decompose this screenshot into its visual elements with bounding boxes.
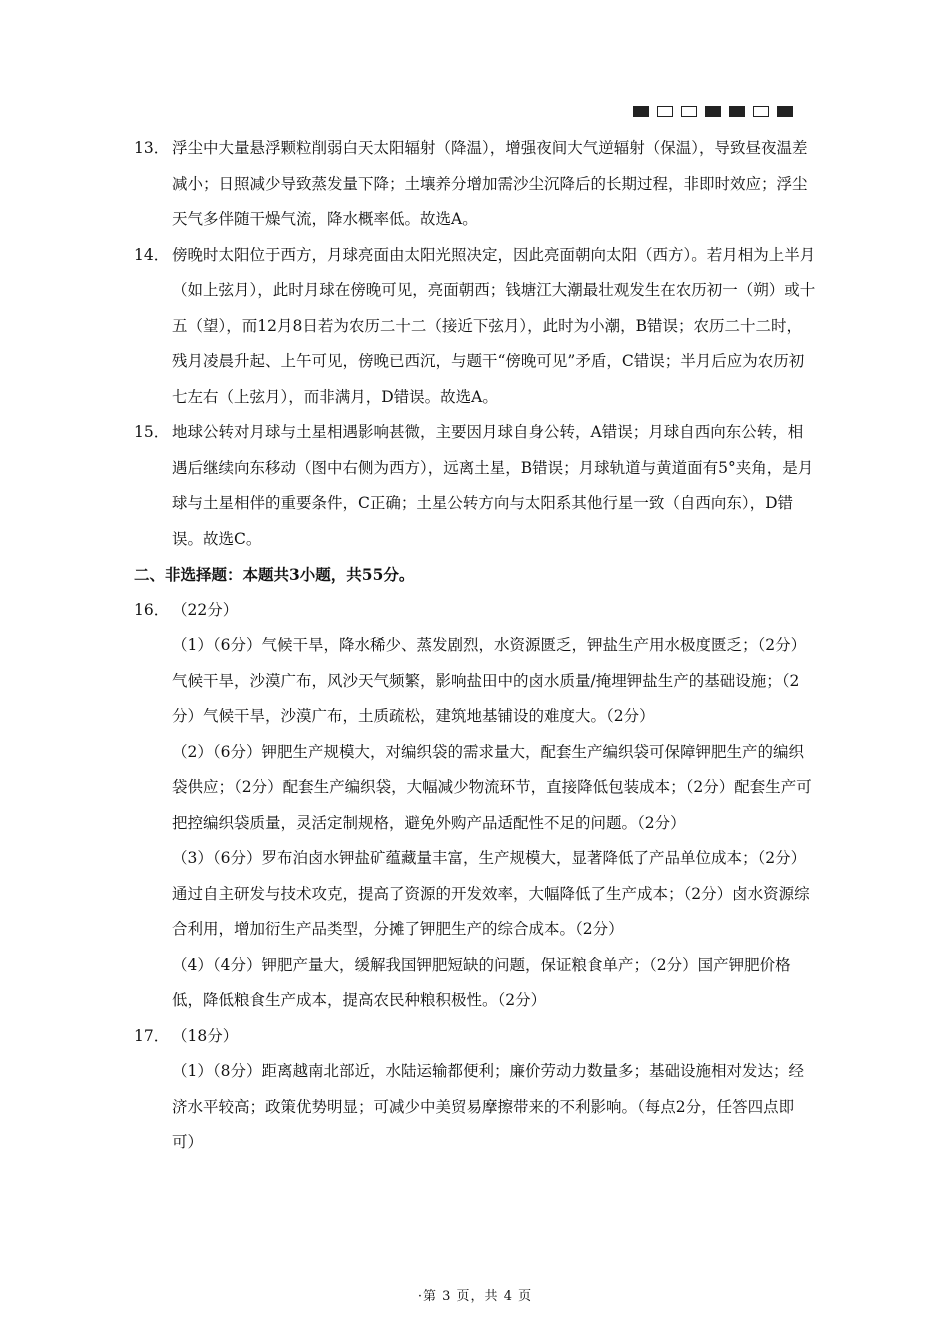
question-number: 15． — [134, 423, 170, 441]
question-number: 17． — [134, 1026, 170, 1045]
answer-part: （4）（4分）钾肥产量大，缓解我国钾肥短缺的问题，保证粮食单产；（2分）国产钾肥价格低，降低粮食生产成本，提高农民种粮积极性。（2分） — [172, 955, 791, 1009]
answer-part: （3）（6分）罗布泊卤水钾盐矿蕴藏量丰富，生产规模大，显著降低了产品单位成本；（2分）通过自主研发与技术攻克，提高了资源的开发效率，大幅降低了生产成本；（2分）卤水资源综合利用，增加衍生产品类型，分摊了钾肥生产的综合成本。（2分） — [172, 849, 810, 938]
decoration-square — [777, 106, 793, 117]
question-score: （22分） — [172, 600, 239, 619]
decoration-square — [729, 106, 745, 117]
answer-content — [134, 131, 817, 1161]
answer-13 — [134, 131, 817, 238]
answer-14 — [134, 238, 817, 416]
question-score: （18分） — [172, 1026, 239, 1045]
question-17 — [134, 1019, 817, 1055]
decoration-square — [705, 106, 721, 117]
answer-part: （1）（8分）距离越南北部近，水陆运输都便利；廉价劳动力数量多；基础设施相对发达；经济水平较高；政策优势明显；可减少中美贸易摩擦带来的不利影响。（每点2分，任答四点即可） — [172, 1062, 804, 1151]
answer-text: 地球公转对月球与土星相遇影响甚微，主要因月球自身公转，A错误；月球自西向东公转，相遇后继续向东移动（图中右侧为西方），远离土星，B错误；月球轨道与黄道面有5°夹角，是月球与土星相伴的重要条件，C正确；土星公转方向与太阳系其他行星一致（自西向东），D错误。故选C。 — [172, 423, 814, 548]
answer-text: 浮尘中大量悬浮颗粒削弱白天太阳辐射（降温），增强夜间大气逆辐射（保温），导致昼夜温差减小；日照减少导致蒸发量下降；土壤养分增加需沙尘沉降后的长期过程，非即时效应；浮尘天气多伴随干燥气流，降水概率低。故选A。 — [172, 139, 808, 228]
question-16 — [134, 593, 817, 629]
answer-text: 傍晚时太阳位于西方，月球亮面由太阳光照决定，因此亮面朝向太阳（西方）。若月相为上半月（如上弦月），此时月球在傍晚可见，亮面朝西；钱塘江大潮最壮观发生在农历初一（朔）或十五（望），而12月8日若为农历二十二（接近下弦月），此时为小潮，B错误；农历二十二时，残月凌晨升起、上午可见，傍晚已西沉，与题干“傍晚可见”矛盾，C错误；半月后应为农历初七左右（上弦月），而非满月，D错误。故选A。 — [172, 245, 816, 406]
decoration-square — [633, 106, 649, 117]
question-number: 14． — [134, 245, 170, 264]
answer-part: （1）（6分）气候干旱，降水稀少、蒸发剧烈，水资源匮乏，钾盐生产用水极度匮乏；（2分）气候干旱，沙漠广布，风沙天气频繁，影响盐田中的卤水质量/掩埋钾盐生产的基础设施；（2分）气候干旱，沙漠广布，土质疏松，建筑地基铺设的难度大。（2分） — [172, 636, 807, 725]
question-number: 13． — [134, 139, 170, 157]
header-decoration — [633, 106, 793, 117]
page-footer: ·第 3 页，共 4 页 — [417, 1289, 533, 1304]
decoration-square — [657, 106, 673, 117]
answer-part: （2）（6分）钾肥生产规模大，对编织袋的需求量大，配套生产编织袋可保障钾肥生产的编织袋供应；（2分）配套生产编织袋，大幅减少物流环节，直接降低包装成本；（2分）配套生产可把控编织袋质量，灵活定制规格，避免外购产品适配性不足的问题。（2分） — [172, 742, 812, 832]
question-number: 16． — [134, 600, 170, 619]
decoration-square — [681, 106, 697, 117]
answer-15 — [134, 415, 817, 557]
section-heading: 二、非选择题：本题共3小题，共55分。 — [134, 565, 415, 584]
decoration-square — [753, 106, 769, 117]
